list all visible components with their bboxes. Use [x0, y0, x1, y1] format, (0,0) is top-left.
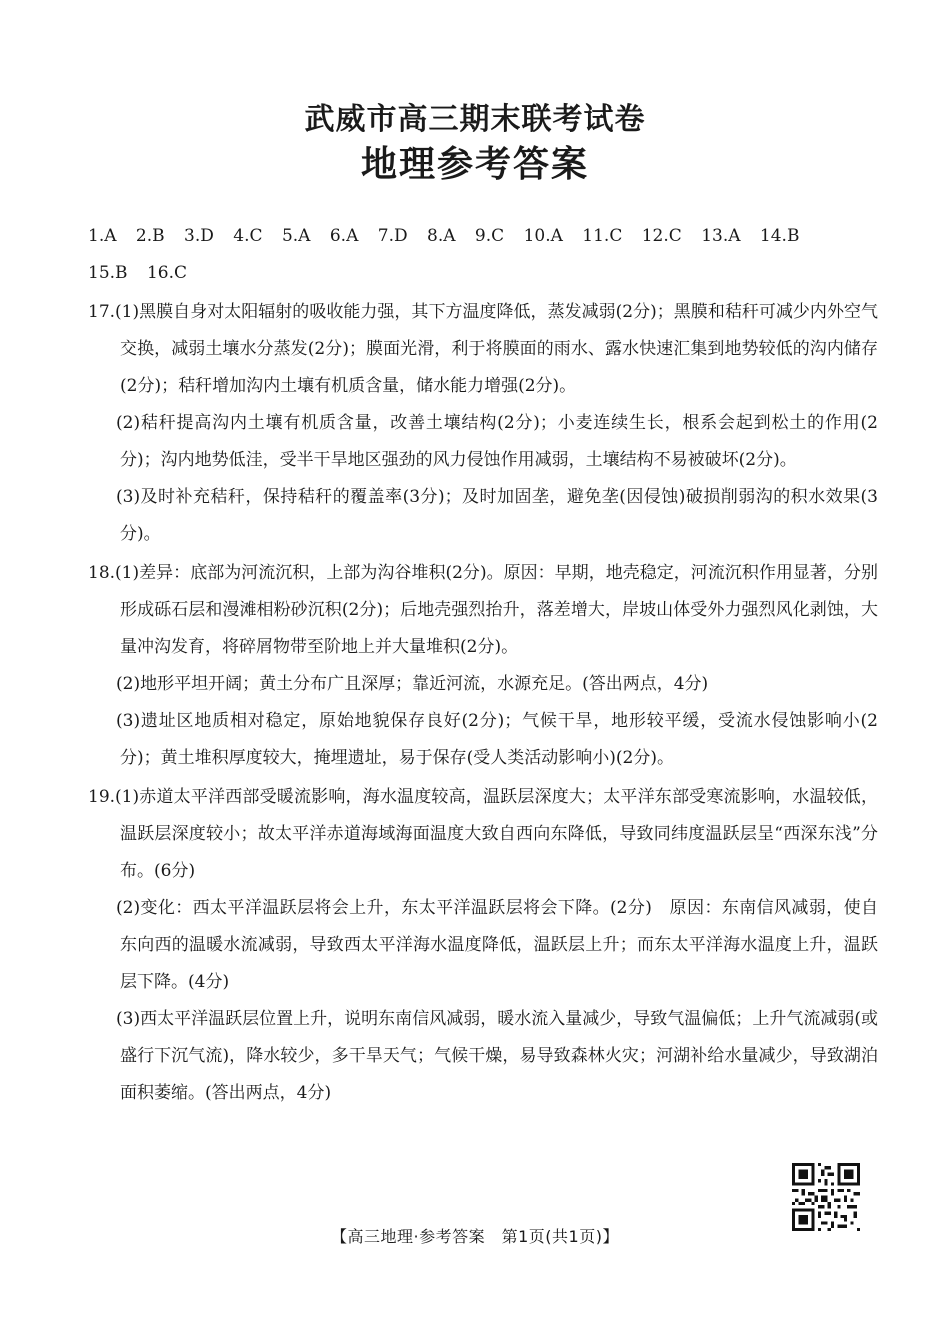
mc-answer: 2.B	[135, 226, 165, 246]
mc-answer: 14.B	[759, 226, 800, 246]
mc-answer: 10.A	[523, 226, 563, 246]
mc-answer: 8.A	[427, 226, 456, 246]
mc-answer: 6.A	[329, 226, 359, 246]
mc-answer: 5.A	[281, 226, 311, 246]
q19-part3: (3)西太平洋温跃层位置上升，说明东南信风减弱，暖水流入量减少，导致气温偏低；上升气流减弱(或盛行下沉气流)，降水较少，多干旱天气；气候干燥，易导致森林火灾；河湖补给水量减少，导致湖泊面积萎缩。(答出两点，4分)	[116, 1009, 878, 1103]
mc-answer: 7.D	[377, 226, 408, 246]
multiple-choice-answers-row1	[88, 218, 878, 255]
mc-answer: 1.A	[88, 226, 117, 246]
mc-answer: 12.C	[641, 226, 682, 246]
q18-part3: (3)遗址区地质相对稳定，原始地貌保存良好(2分)；气候干旱，地形较平缓，受流水侵蚀影响小(2分)；黄土堆积厚度较大，掩埋遗址，易于保存(受人类活动影响小)(2分)。	[116, 711, 878, 768]
q18-part1: 18.(1)差异：底部为河流沉积，上部为沟谷堆积(2分)。原因：早期，地壳稳定，河流沉积作用显著，分别形成砾石层和漫滩相粉砂沉积(2分)；后地壳强烈抬升，落差增大，岸坡山体受外力强烈风化剥蚀，大量冲沟发育，将碎屑物带至阶地上并大量堆积(2分)。	[88, 563, 878, 657]
q17-part1: 17.(1)黑膜自身对太阳辐射的吸收能力强，其下方温度降低，蒸发减弱(2分)；黑膜和秸秆可减少内外空气交换，减弱土壤水分蒸发(2分)；膜面光滑，利于将膜面的雨水、露水快速汇集到地势较低的沟内储存(2分)；秸秆增加沟内土壤有机质含量，储水能力增强(2分)。	[88, 302, 878, 396]
q18-part2: (2)地形平坦开阔；黄土分布广且深厚；靠近河流，水源充足。(答出两点，4分)	[116, 674, 709, 694]
page-footer: 【高三地理·参考答案 第1页(共1页)】	[331, 1227, 619, 1246]
document-title: 武威市高三期末联考试卷	[304, 102, 646, 137]
question-19	[88, 779, 878, 1112]
mc-answer: 15.B	[88, 263, 128, 283]
mc-answer: 16.C	[146, 263, 187, 283]
mc-answer: 13.A	[701, 226, 741, 246]
q17-part3: (3)及时补充秸秆，保持秸秆的覆盖率(3分)；及时加固垄，避免垄(因侵蚀)破损削弱沟的积水效果(3分)。	[116, 487, 878, 544]
mc-answer: 11.C	[582, 226, 623, 246]
question-17	[88, 294, 878, 553]
mc-answer: 4.C	[233, 226, 263, 246]
q19-part2: (2)变化：西太平洋温跃层将会上升，东太平洋温跃层将会下降。(2分) 原因：东南信风减弱，使自东向西的温暖水流减弱，导致西太平洋海水温度降低，温跃层上升；而东太平洋海水温度上升，温跃层下降。(4分)	[116, 898, 878, 992]
answer-content	[88, 218, 878, 1112]
q17-part2: (2)秸秆提高沟内土壤有机质含量，改善土壤结构(2分)；小麦连续生长，根系会起到松土的作用(2分)；沟内地势低洼，受半干旱地区强劲的风力侵蚀作用减弱，土壤结构不易被破坏(2分)。	[116, 413, 878, 470]
q19-part1: 19.(1)赤道太平洋西部受暖流影响，海水温度较高，温跃层深度大；太平洋东部受寒流影响，水温较低，温跃层深度较小；故太平洋赤道海域海面温度大致自西向东降低，导致同纬度温跃层呈“西深东浅”分布。(6分)	[88, 787, 878, 881]
document-subtitle: 地理参考答案	[360, 144, 589, 185]
mc-answer: 9.C	[474, 226, 505, 246]
qr-code-icon	[792, 1163, 860, 1231]
multiple-choice-answers-row2	[88, 255, 878, 292]
question-18	[88, 555, 878, 777]
mc-answer: 3.D	[184, 226, 214, 246]
